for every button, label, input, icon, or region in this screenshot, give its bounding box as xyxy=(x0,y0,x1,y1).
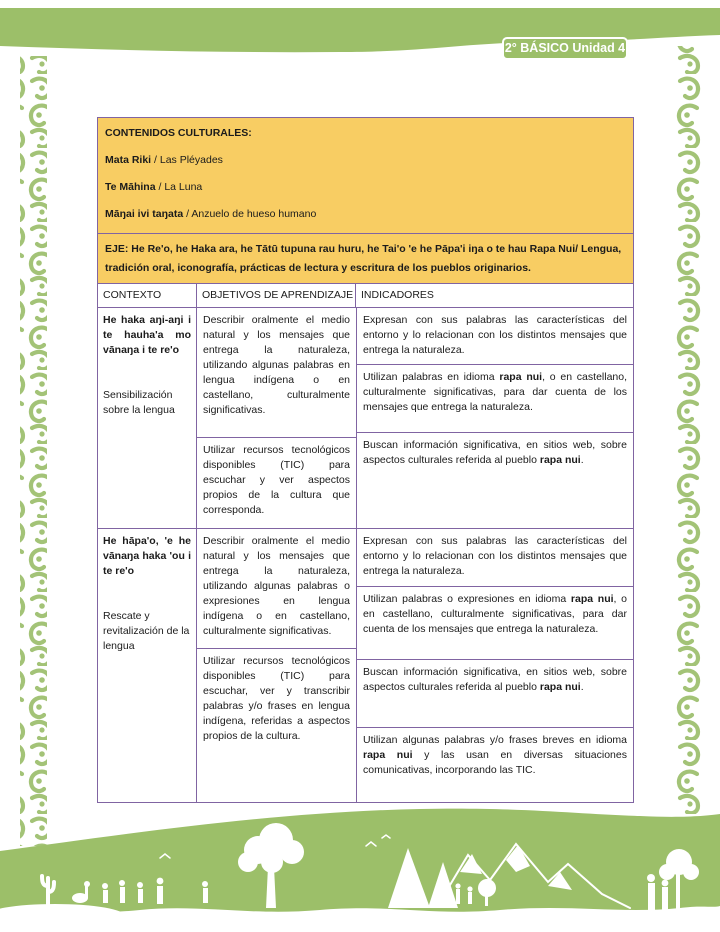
table-row xyxy=(98,529,633,802)
indicadores-column xyxy=(357,308,633,528)
objetivo-cell: Describir oralmente el medio natural y los mensajes que entrega la naturaleza, utilizando algunas palabras en lengua indígena o en castellano, culturalmente significativas. xyxy=(197,308,356,438)
col-header-contexto: CONTEXTO xyxy=(98,284,197,307)
col-header-indicadores: INDICADORES xyxy=(361,289,434,301)
contenido-meaning: / Las Pléyades xyxy=(151,154,223,166)
left-ornament-pattern xyxy=(20,56,47,846)
contenido-meaning: / Anzuelo de hueso humano xyxy=(183,208,317,220)
indicador-cell: Expresan con sus palabras las características del entorno y lo relacionan con los distintos mensajes que entrega la naturaleza. xyxy=(357,308,633,365)
curriculum-table xyxy=(97,117,634,803)
contenido-meaning: / La Luna xyxy=(155,181,203,193)
context-title: He haka aŋi-aŋi i te hauha'a mo vānaŋa i te re'o xyxy=(103,314,191,356)
indicador-cell: Utilizan algunas palabras y/o frases breves en idioma rapa nui y las usan en diversas situaciones comunicativas, incorporando las TIC. xyxy=(363,734,627,776)
context-cell xyxy=(98,529,197,802)
context-subtitle: Sensibilización sobre la lengua xyxy=(103,389,175,416)
contenido-term: Māŋai ivi taŋata xyxy=(105,208,184,220)
table-row xyxy=(98,308,633,529)
objetivos-column xyxy=(197,308,357,528)
objetivo-cell: Describir oralmente el medio natural y los mensajes que entrega la naturaleza, utilizando algunas palabras o expresiones en lengua indígena o en castellano, culturalmente significativas. xyxy=(197,529,356,649)
unit-badge: 2° BÁSICO Unidad 4 xyxy=(502,37,628,60)
indicador-cell: Buscan información significativa, en sitios web, sobre aspectos culturales referida al pueblo rapa nui. xyxy=(363,439,627,466)
objetivos-column xyxy=(197,529,357,802)
objetivo-cell: Utilizar recursos tecnológicos disponibles (TIC) para escuchar, ver y transcribir palabras y/o frases en lengua indígena, referidas a aspectos propios de la cultura. xyxy=(203,655,350,742)
context-subtitle: Rescate y revitalización de la lengua xyxy=(103,610,190,652)
eje-row: EJE: He Re'o, he Haka ara, he Tātū tupuna rau huru, he Tai'o 'e he Pāpa'i iŋa o te hau Rapa Nui/ Lengua, tradición oral, iconografía, prácticas de lectura y escritura de los pueblos originarios. xyxy=(98,234,633,284)
contenido-item xyxy=(105,180,626,195)
contenido-item xyxy=(105,153,626,168)
contenidos-title: CONTENIDOS CULTURALES: xyxy=(105,127,252,139)
indicador-cell: Expresan con sus palabras las características del entorno y lo relacionan con los distintos mensajes que entrega la naturaleza. xyxy=(357,529,633,587)
objetivo-cell: Utilizar recursos tecnológicos disponibles (TIC) para escuchar y ver aspectos propios de la cultura que corresponda. xyxy=(203,444,350,516)
right-ornament-pattern xyxy=(676,46,703,815)
indicador-cell: Buscan información significativa, en sitios web, sobre aspectos culturales referida al pueblo rapa nui. xyxy=(357,660,633,728)
contenido-term: Te Māhina xyxy=(105,181,156,193)
footer-landscape-graphic xyxy=(0,809,720,932)
contenidos-culturales-box xyxy=(98,118,633,234)
contenido-term: Mata Riki xyxy=(105,154,152,166)
context-title: He hāpa'o, 'e he vānaŋa haka 'ou i te re'o xyxy=(103,535,191,577)
context-cell xyxy=(98,308,197,528)
indicadores-column xyxy=(357,529,633,802)
indicador-cell: Utilizan palabras o expresiones en idioma rapa nui, o en castellano, culturalmente significativas, para dar cuenta de los mensajes que entrega la naturaleza. xyxy=(357,587,633,660)
contenido-item xyxy=(105,207,626,222)
table-header-row xyxy=(98,284,633,308)
indicador-cell: Utilizan palabras en idioma rapa nui, o en castellano, culturalmente significativas, para dar cuenta de los mensajes que entrega la naturaleza. xyxy=(357,365,633,433)
col-header-objetivos: OBJETIVOS DE APRENDIZAJE xyxy=(197,284,356,307)
